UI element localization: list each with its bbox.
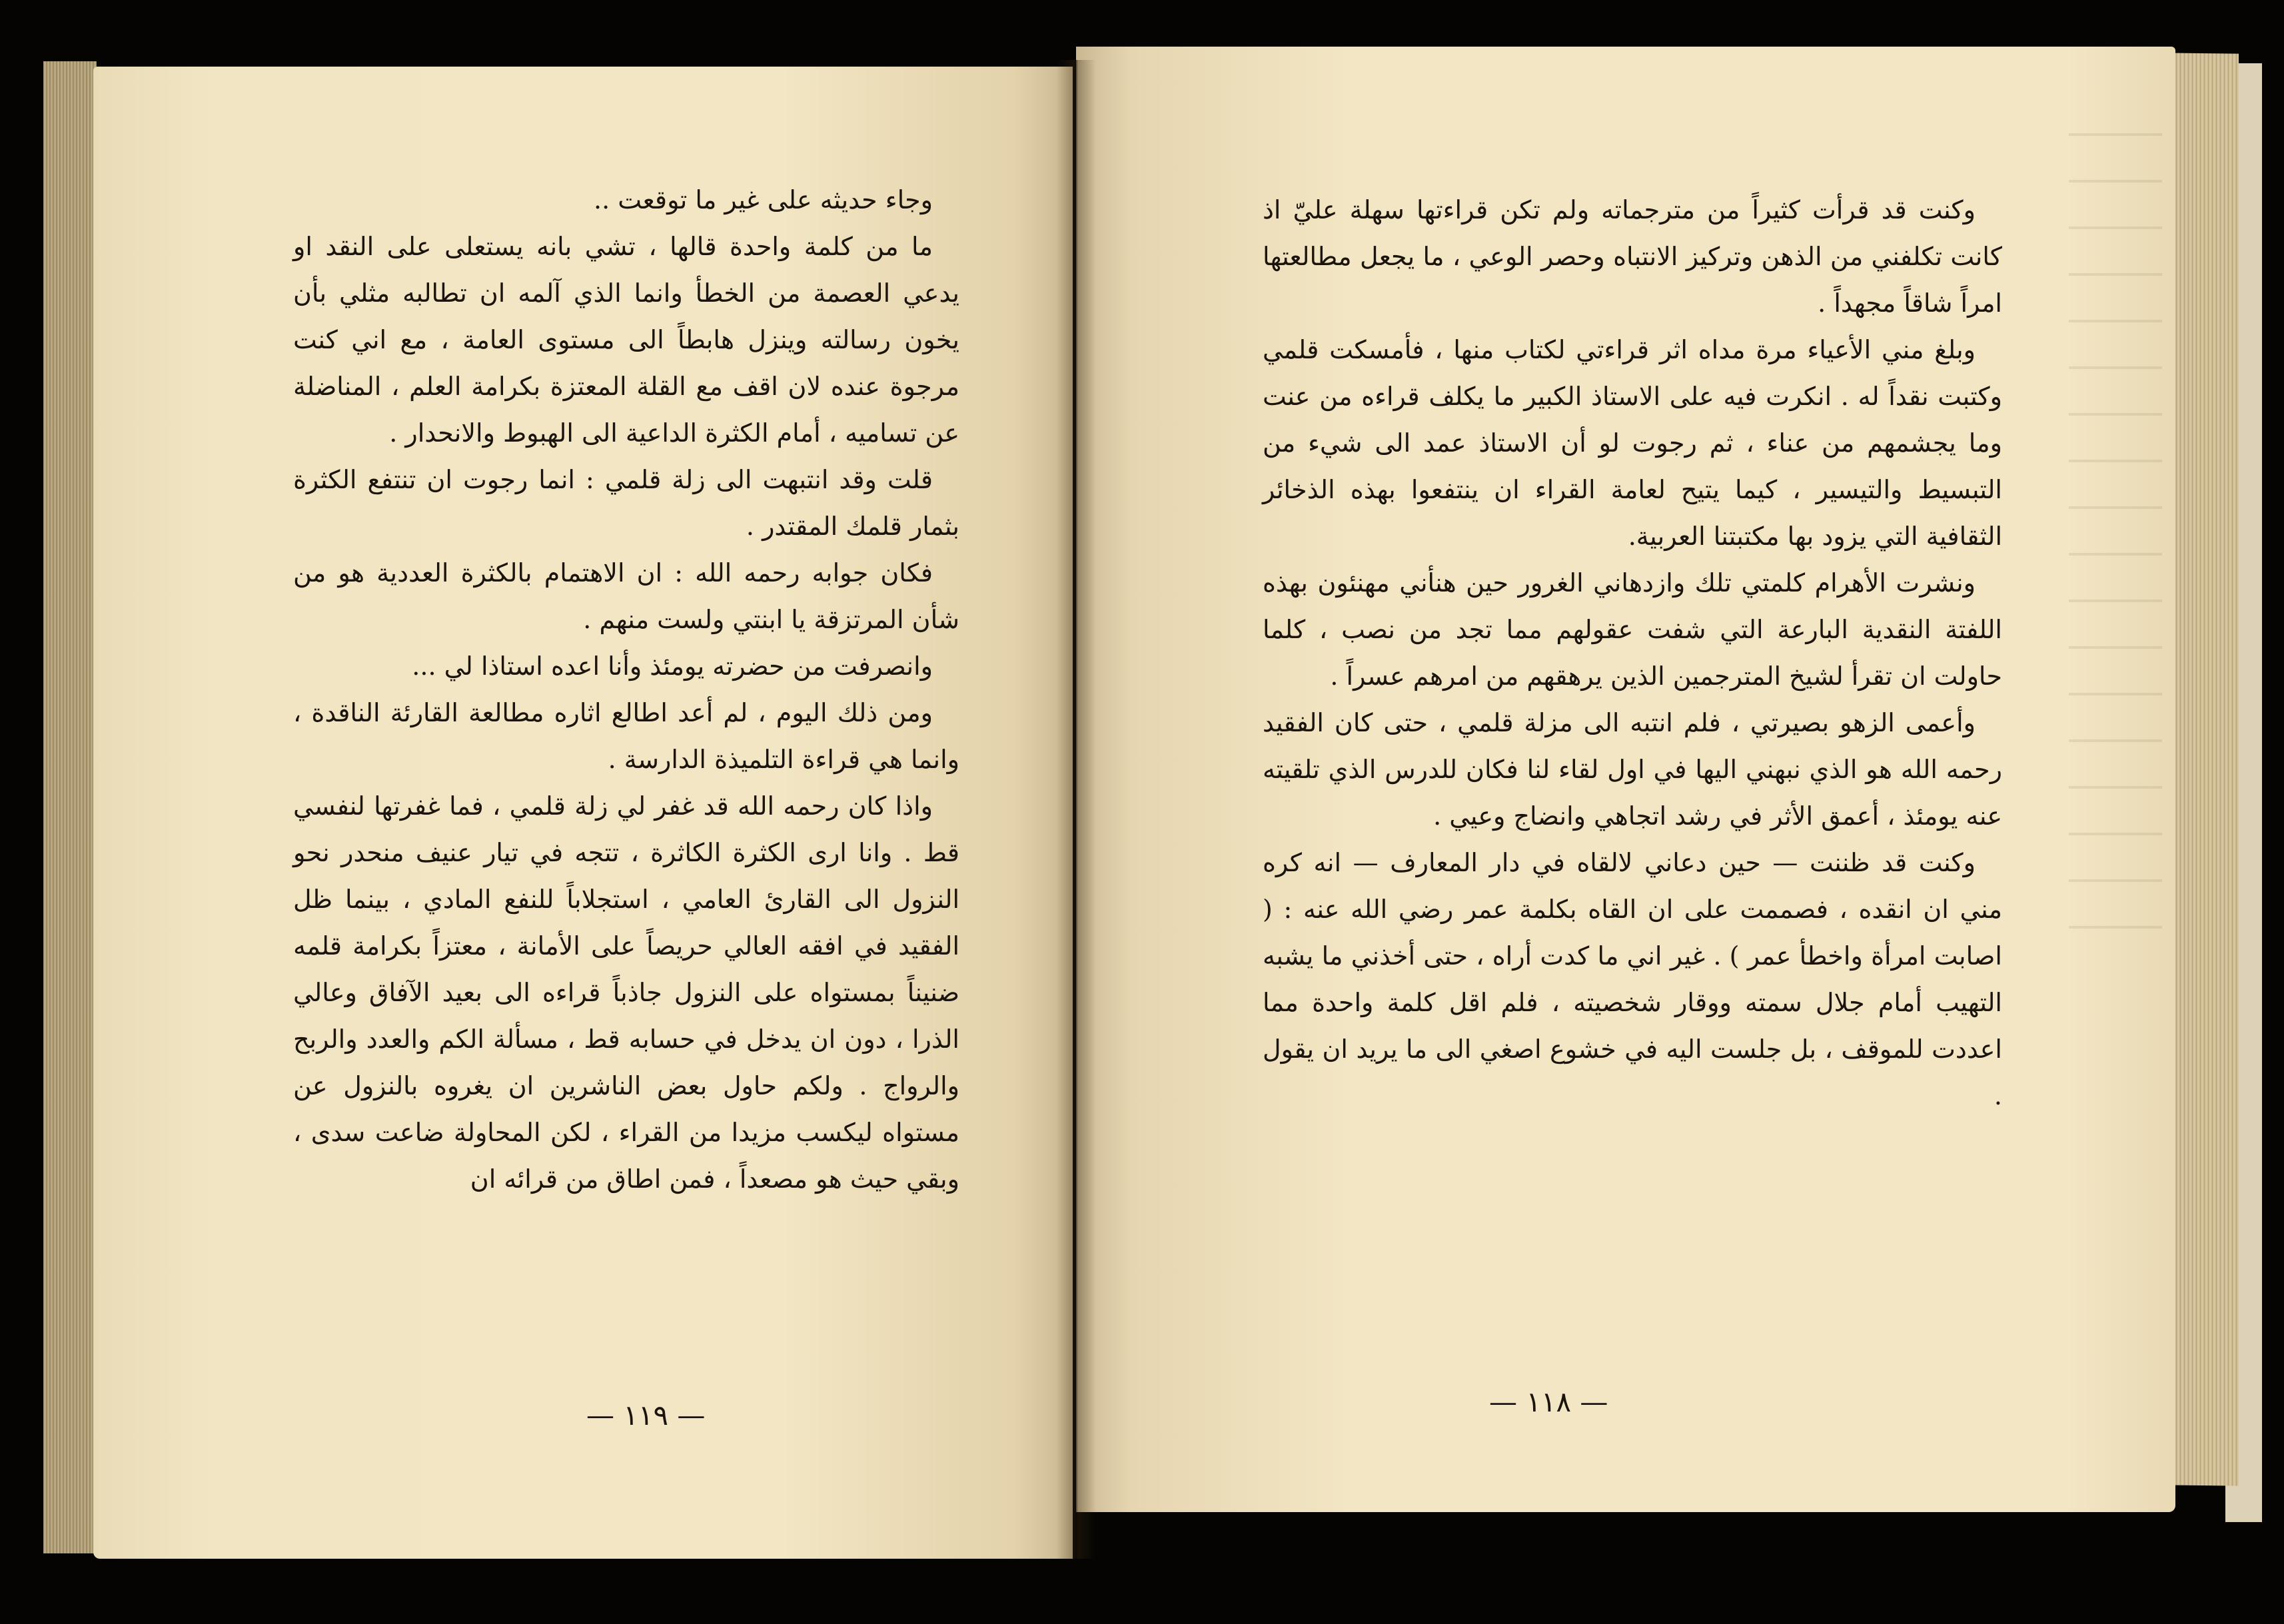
left-page — [93, 67, 1073, 1559]
page-number: — ١١٩ — — [586, 1399, 706, 1431]
paragraph: وجاء حديثه على غير ما توقعت .. — [594, 185, 933, 214]
page-number: — ١١٨ — — [1489, 1386, 1608, 1418]
paragraph: وكنت قد ظننت — حين دعاني لالقاه في دار المعارف — انه كره مني ان انقده ، فصممت على ان القاه بكلمة عمر رضي الله عنه : ( اصابت امرأة واخطأ عمر ) . غير اني ما كدت أراه ، حتى أخذني ما يشبه التهيب أمام جلال سمته ووقار شخصيته ، فلم اقل كلمة واحدة مما اعددت للموقف ، بل جلست اليه في خشوع اصغي الى ما يريد ان يقول . — [1263, 848, 2002, 1110]
paragraph: ومن ذلك اليوم ، لم أعد اطالع اثاره مطالعة القارئة الناقدة ، وانما هي قراءة التلميذة الدارسة . — [293, 698, 959, 774]
right-page — [1076, 47, 2175, 1512]
paragraph: ونشرت الأهرام كلمتي تلك وازدهاني الغرور حين هنأني مهنئون بهذه اللفتة النقدية البارعة التي شفت عقولهم مما تجد من نصب ، كلما حاولت ان تقرأ لشيخ المترجمين الذين يرهقهم من امرهم عسراً . — [1263, 568, 2002, 691]
paragraph: فكان جوابه رحمه الله : ان الاهتمام بالكثرة العددية هو من شأن المرتزقة يا ابنتي ولست منهم . — [293, 558, 959, 634]
right-page-edges — [2165, 53, 2239, 1485]
paragraph: وانصرفت من حضرته يومئذ وأنا اعده استاذا لي ... — [412, 651, 933, 681]
paragraph: واذا كان رحمه الله قد غفر لي زلة قلمي ، فما غفرتها لنفسي قط . وانا ارى الكثرة الكاثرة ، تتجه في تيار عنيف منحدر نحو النزول الى القارئ العامي ، استجلاباً للنفع المادي ، بينما ظل الفقيد في افقه العالي حريصاً على الأمانة ، معتزاً بكرامة قلمه ضنيناً بمستواه على النزول جاذباً قراءه الى بعيد الآفاق وعالي الذرا ، دون ان يدخل في حسابه قط ، مسألة الكم والعدد والربح والرواج . ولكم حاول بعض الناشرين ان يغروه بالنزول عن مستواه ليكسب مزيدا من القراء ، لكن المحاولة ضاعت سدى ، وبقي حيث هو مصعداً ، فمن اطاق من قرائه ان — [293, 791, 959, 1194]
paragraph: ما من كلمة واحدة قالها ، تشي بانه يستعلى على النقد او يدعي العصمة من الخطأ وانما الذي آلمه ان تطالبه مثلي بأن يخون رسالته وينزل هابطاً الى مستوى العامة ، مع اني كنت مرجوة عنده لان اقف مع القلة المعتزة بكرامة العلم ، المناضلة عن تساميه ، أمام الكثرة الداعية الى الهبوط والانحدار . — [293, 232, 959, 448]
right-page-text — [1263, 187, 2002, 1119]
paragraph: وبلغ مني الأعياء مرة مداه اثر قراءتي لكتاب منها ، فأمسكت قلمي وكتبت نقداً له . انكرت فيه على الاستاذ الكبير ما يكلف قراءه من عنت وما يجشمهم من عناء ، ثم رجوت لو أن الاستاذ عمد الى شيء من التبسيط والتيسير ، كيما يتيح لعامة القراء ان ينتفعوا بهذه الذخائر الثقافية التي يزود بها مكتبتنا العربية. — [1263, 335, 2002, 551]
paragraph: وكنت قد قرأت كثيراً من مترجماته ولم تكن قراءتها سهلة عليّ اذ كانت تكلفني من الذهن وتركيز الانتباه وحصر الوعي ، ما يجعل مطالعتها امراً شاقاً مجهداً . — [1263, 195, 2002, 318]
show-through-text — [2069, 133, 2162, 933]
paragraph: وأعمى الزهو بصيرتي ، فلم انتبه الى مزلة قلمي ، حتى كان الفقيد رحمه الله هو الذي نبهني اليها في اول لقاء لنا فكان للدرس الذي تلقيته عنه يومئذ ، أعمق الأثر في رشد اتجاهي وانضاج وعيي . — [1263, 708, 2002, 831]
left-page-edges — [43, 61, 97, 1553]
paragraph: قلت وقد انتبهت الى زلة قلمي : انما رجوت ان تنتفع الكثرة بثمار قلمك المقتدر . — [293, 465, 959, 541]
book-gutter — [1056, 60, 1096, 1559]
left-page-text — [293, 177, 959, 1202]
